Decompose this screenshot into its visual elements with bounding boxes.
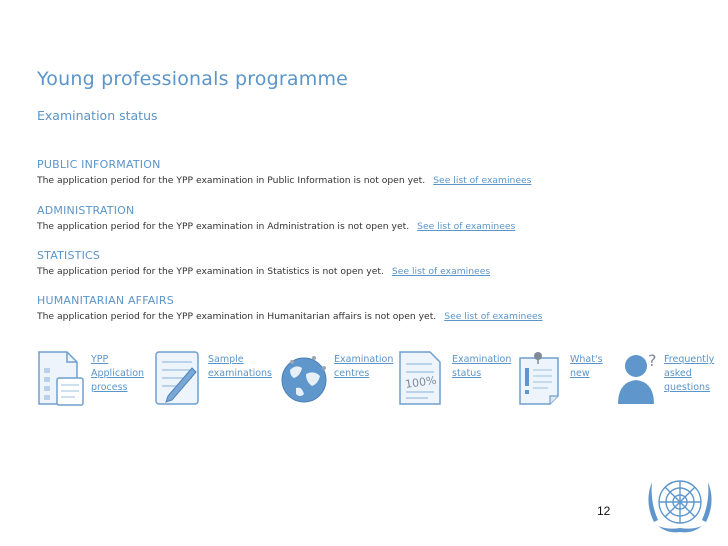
section-heading: HUMANITARIAN AFFAIRS [37, 294, 174, 307]
see-examinees-link[interactable]: See list of examinees [391, 266, 491, 277]
section-heading: PUBLIC INFORMATION [37, 158, 161, 171]
tile-label[interactable] [570, 353, 603, 381]
tile-label-line: asked [664, 368, 692, 379]
percent-document-icon [398, 350, 446, 406]
see-examinees-link[interactable]: See list of examinees [444, 311, 543, 322]
tile-label-line: Examination [452, 354, 512, 365]
tile-label-line: Frequently [664, 354, 715, 365]
status-text: The application period for the YPP examination in Administration is not open yet. [37, 221, 410, 232]
section-statistics [37, 249, 490, 277]
percent-text: 100% [404, 373, 438, 392]
see-examinees-link[interactable]: See list of examinees [433, 175, 532, 186]
section-heading: ADMINISTRATION [37, 204, 135, 217]
tile-label-line: Application [91, 368, 145, 379]
tile-label[interactable] [664, 353, 714, 395]
tile-label[interactable] [452, 353, 511, 381]
application-form-icon [37, 350, 85, 406]
section-heading: STATISTICS [37, 249, 101, 262]
tile-label-line: YPP [91, 354, 109, 365]
page-number: 12 [597, 504, 611, 518]
tile-label-line: process [91, 382, 128, 393]
tile-label[interactable] [334, 353, 393, 381]
status-text: The application period for the YPP examination in Humanitarian affairs is not open yet. [37, 311, 437, 322]
section-administration [37, 204, 515, 232]
tile-examination-status[interactable] [398, 350, 513, 408]
status-text: The application period for the YPP examination in Statistics is not open yet. [37, 266, 384, 277]
tile-label-line: Sample [208, 354, 244, 365]
section-text [37, 175, 531, 186]
tile-sample-examinations[interactable] [154, 350, 272, 408]
tile-label-line: new [570, 368, 590, 379]
tile-examination-centres[interactable] [280, 350, 395, 408]
tile-label-line: What's [570, 354, 603, 365]
page-subtitle: Examination status [37, 108, 158, 123]
pencil-document-icon [154, 350, 202, 406]
see-examinees-link[interactable]: See list of examinees [417, 221, 516, 232]
tile-label[interactable] [91, 353, 144, 395]
tile-label-line: Examination [334, 354, 394, 365]
pinned-note-icon [516, 350, 564, 406]
question-person-icon [616, 350, 664, 406]
tile-faq[interactable] [616, 350, 724, 408]
globe-icon [280, 350, 328, 406]
page-title: Young professionals programme [37, 68, 349, 90]
question-mark: ? [648, 351, 657, 370]
tile-label[interactable] [208, 353, 272, 381]
tile-whats-new[interactable] [516, 350, 616, 408]
un-emblem-icon [642, 472, 718, 538]
tile-label-line: questions [664, 382, 710, 393]
section-humanitarian-affairs [37, 294, 542, 322]
section-public-information [37, 158, 531, 186]
status-text: The application period for the YPP examination in Public Information is not open yet. [37, 175, 426, 186]
section-text [37, 221, 515, 232]
tile-label-line: status [452, 368, 482, 379]
tile-ypp-application[interactable] [37, 350, 152, 408]
section-text [37, 311, 542, 322]
tile-label-line: centres [334, 368, 370, 379]
tile-label-line: examinations [208, 368, 273, 379]
section-text [37, 266, 490, 277]
